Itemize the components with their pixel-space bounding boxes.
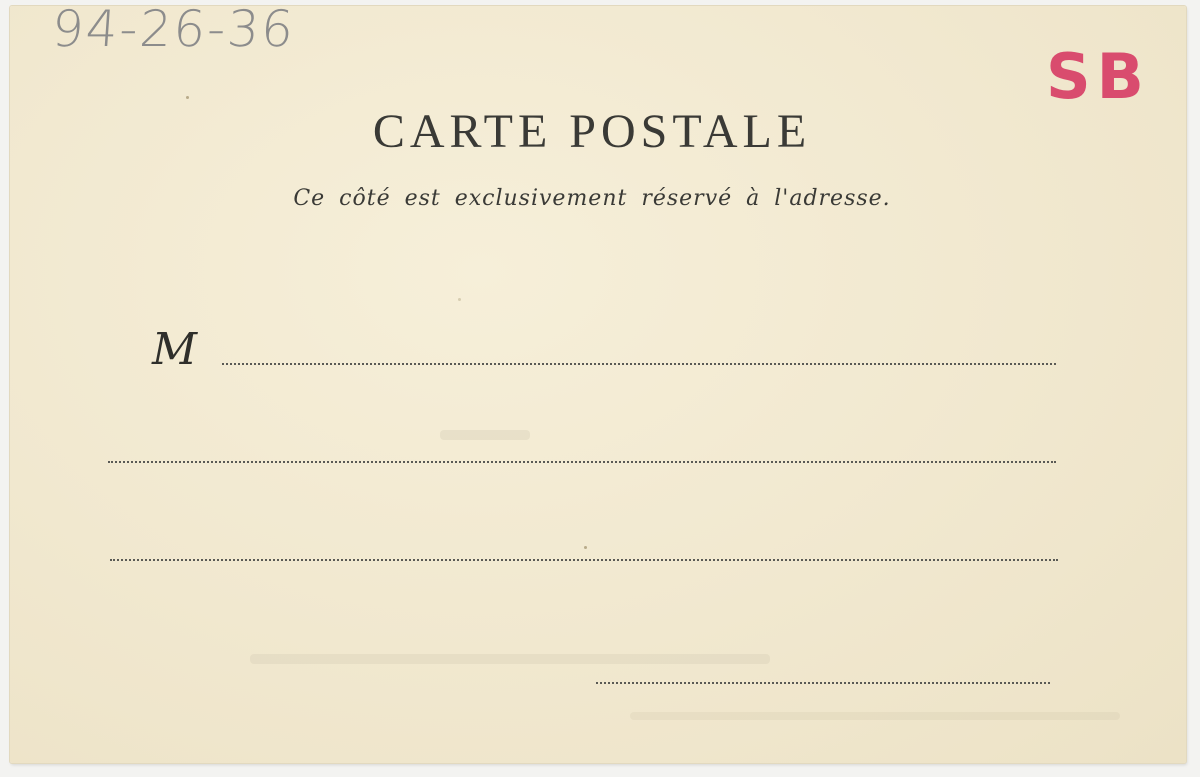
show-through-smudge-1 — [440, 430, 530, 440]
postcard — [10, 0, 1186, 763]
address-line-3 — [110, 559, 1058, 561]
address-side-notice: Ce côté est exclusivement réservé à l'adresse. — [293, 186, 891, 211]
pencil-inventory-number: 94-26-36 — [49, 0, 297, 58]
red-stamp-initials: SB — [1046, 40, 1150, 113]
address-line-2 — [108, 461, 1056, 463]
salutation-monogram: M — [152, 324, 198, 375]
show-through-smudge-2 — [250, 654, 770, 664]
paper-speck — [186, 96, 189, 99]
paper-speck — [584, 546, 587, 549]
postcard-title: CARTE POSTALE — [372, 105, 812, 158]
show-through-smudge-3 — [630, 712, 1120, 720]
address-line-4 — [596, 682, 1050, 684]
paper-speck — [458, 298, 461, 301]
address-line-1 — [222, 363, 1056, 365]
